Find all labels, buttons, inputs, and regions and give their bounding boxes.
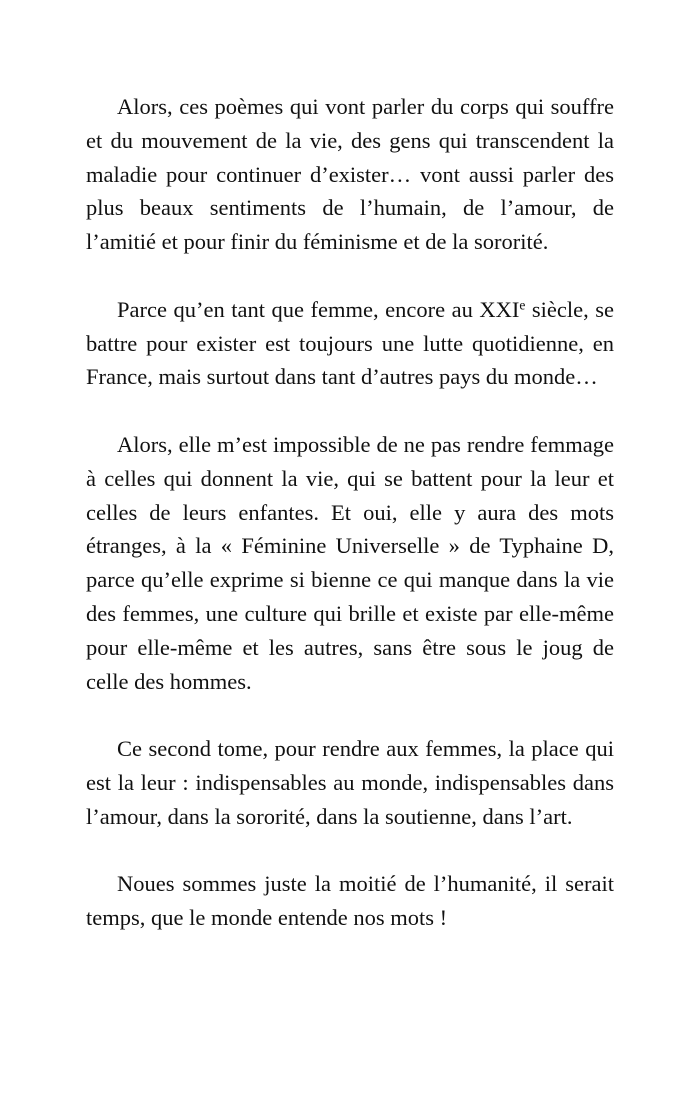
century-superscript: e xyxy=(519,297,526,313)
paragraph-5: Noues sommes juste la moitié de l’humanité, il serait temps, que le monde entende nos mots ! xyxy=(86,871,614,931)
paragraph-4: Ce second tome, pour rendre aux femmes, la place qui est la leur : indispensables au monde, indispensables dans l’amour, dans la sororité, dans la soutienne, dans l’art. xyxy=(86,736,614,829)
paragraph-1: Alors, ces poèmes qui vont parler du corps qui souffre et du mouvement de la vie, des gens qui transcendent la maladie pour continuer d’exister… vont aussi parler des plus beaux sentiments de l’humain, de l’amour, de l’amitié et pour finir du féminisme et de la sororité. xyxy=(86,94,614,255)
paragraph-2-text-after: siècle, se battre pour exister est toujours une lutte quotidienne, en France, mais surtout dans tant d’autres pays du monde… xyxy=(86,296,614,390)
paragraph-2-text-before: Parce qu’en tant que femme, encore au XXI xyxy=(117,296,520,322)
paragraph-2 xyxy=(86,293,614,394)
page-body xyxy=(86,90,614,935)
paragraph-3: Alors, elle m’est impossible de ne pas rendre femmage à celles qui donnent la vie, qui se battent pour la leur et celles de leurs enfantes. Et oui, elle y aura des mots étranges, à la « Féminine Universelle » de Typhaine D, parce qu’elle exprime si bienne ce qui manque dans la vie des femmes, une culture qui brille et existe par elle-même pour elle-même et les autres, sans être sous le joug de celle des hommes. xyxy=(86,431,614,694)
